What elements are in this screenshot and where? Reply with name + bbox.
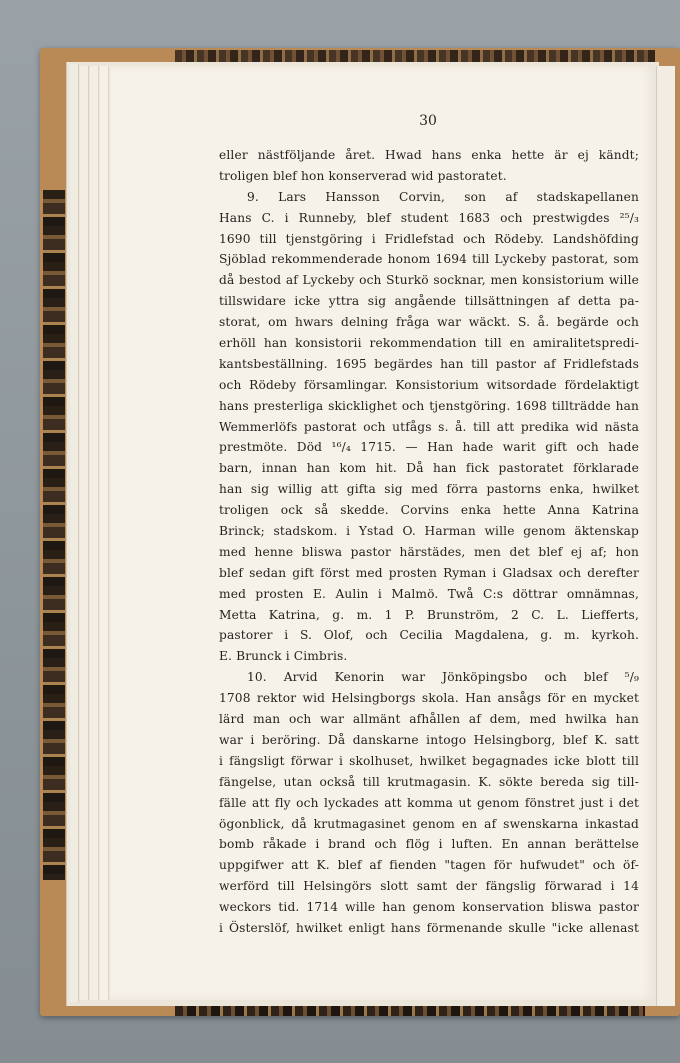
text-line: 1708 rektor wid Helsingborgs skola. Han ansågs för en mycket xyxy=(219,691,639,706)
text-line: han sig willig att gifta sig med förra pastorns enka, hwilket xyxy=(219,482,639,497)
text-line: Metta Katrina, g. m. 1 P. Brunström, 2 C. L. Liefferts, xyxy=(219,607,639,622)
text-line: storat, om hwars delning fråga war wäckt. S. å. begärde och xyxy=(219,315,639,330)
text-line: troligen blef hon konserverad wid pastoratet. xyxy=(219,168,507,183)
page-body-text xyxy=(219,145,639,939)
book-spine-right xyxy=(656,66,680,1006)
text-line: med henne bliswa pastor härstädes, men det blef ej af; hon xyxy=(219,544,639,559)
text-line: 1690 till tjenstgöring i Fridlefstad och Rödeby. Landshöfding xyxy=(219,231,639,246)
text-line: prestmöte. Död ¹⁶/₄ 1715. — Han hade warit gift och hade xyxy=(219,440,639,455)
text-line: blef sedan gift först med prosten Ryman i Gladsax och derefter xyxy=(219,565,639,580)
text-line: då bestod af Lyckeby och Sturkö socknar, men konsistorium wille xyxy=(219,273,639,288)
page-edge xyxy=(70,64,79,1002)
text-line: tillswidare icke yttra sig angående tillsättningen af detta pa- xyxy=(219,294,639,309)
text-line: ögonblick, då krutmagasinet genom en af swenskarna inkastad xyxy=(219,816,639,831)
text-line: war i beröring. Då danskarne intogo Helsingborg, blef K. satt xyxy=(219,732,639,747)
text-line: erhöll han konsistorii rekommendation till en amiralitetspredi- xyxy=(219,336,639,351)
text-line: Wemmerlöfs pastorat och utfågs s. å. till att predika wid nästa xyxy=(219,419,639,434)
text-line: 9. Lars Hansson Corvin, son af stadskapellanen xyxy=(247,189,639,204)
text-line: fälle att fly och lyckades att komma ut genom fönstret just i det xyxy=(219,795,639,810)
page-edge xyxy=(100,66,109,1000)
text-line: Hans C. i Runneby, blef student 1683 och prestwigdes ²⁵/₃ xyxy=(219,210,639,225)
text-line: Sjöblad rekommenderade honom 1694 till Lyckeby pastorat, som xyxy=(219,252,639,267)
text-line: weckors tid. 1714 wille han genom konservation bliswa pastor xyxy=(219,900,639,915)
text-line: lärd man och war allmänt afhållen af dem, med hwilka han xyxy=(219,712,639,727)
text-line: och Rödeby församlingar. Konsistorium witsordade fördelaktigt xyxy=(219,377,639,392)
page-number: 30 xyxy=(419,113,437,129)
text-line: troligen ock så skedde. Corvins enka hette Anna Katrina xyxy=(219,503,639,518)
text-line: fängelse, utan också till krutmagasin. K. sökte bereda sig till- xyxy=(219,774,639,789)
text-line: E. Brunck i Cimbris. xyxy=(219,649,348,664)
text-line: Brinck; stadskom. i Ystad O. Harman wille genom äktenskap xyxy=(219,524,639,539)
page-edge xyxy=(80,66,89,1000)
text-line: eller nästföljande året. Hwad hans enka hette är ej kändt; xyxy=(219,148,639,162)
text-line: pastorer i S. Olof, och Cecilia Magdalena, g. m. kyrkoh. xyxy=(219,628,639,643)
text-line: med prosten E. Aulin i Malmö. Twå C:s döttrar omnämnas, xyxy=(219,586,639,601)
text-line: kantsbeställning. 1695 begärdes han till pastor af Fridlefstads xyxy=(219,356,639,371)
text-line: uppgifwer att K. blef af fienden "tagen för hufwudet" och öf- xyxy=(219,858,639,873)
text-line: barn, innan han kom hit. Då han fick pastoratet förklarade xyxy=(219,461,639,476)
text-line: 10. Arvid Kenorin war Jönköpingsbo och blef ⁵/₉ xyxy=(247,670,639,685)
text-line: hans presterliga skicklighet och tjenstgöring. 1698 tillträdde han xyxy=(219,398,639,413)
text-line: i fängsligt förwar i skolhuset, hwilket begagnades icke blott till xyxy=(219,753,639,768)
marbled-edge-left xyxy=(43,190,65,880)
text-line: werförd till Helsingörs slott samt der fängslig förwarad i 14 xyxy=(219,879,639,894)
page-edge xyxy=(90,66,99,1000)
text-line: i Österslöf, hwilket enligt hans förmenande skulle "icke allenast xyxy=(219,920,639,935)
text-line: bomb råkade i brand och flög i luften. En annan berättelse xyxy=(219,837,639,852)
